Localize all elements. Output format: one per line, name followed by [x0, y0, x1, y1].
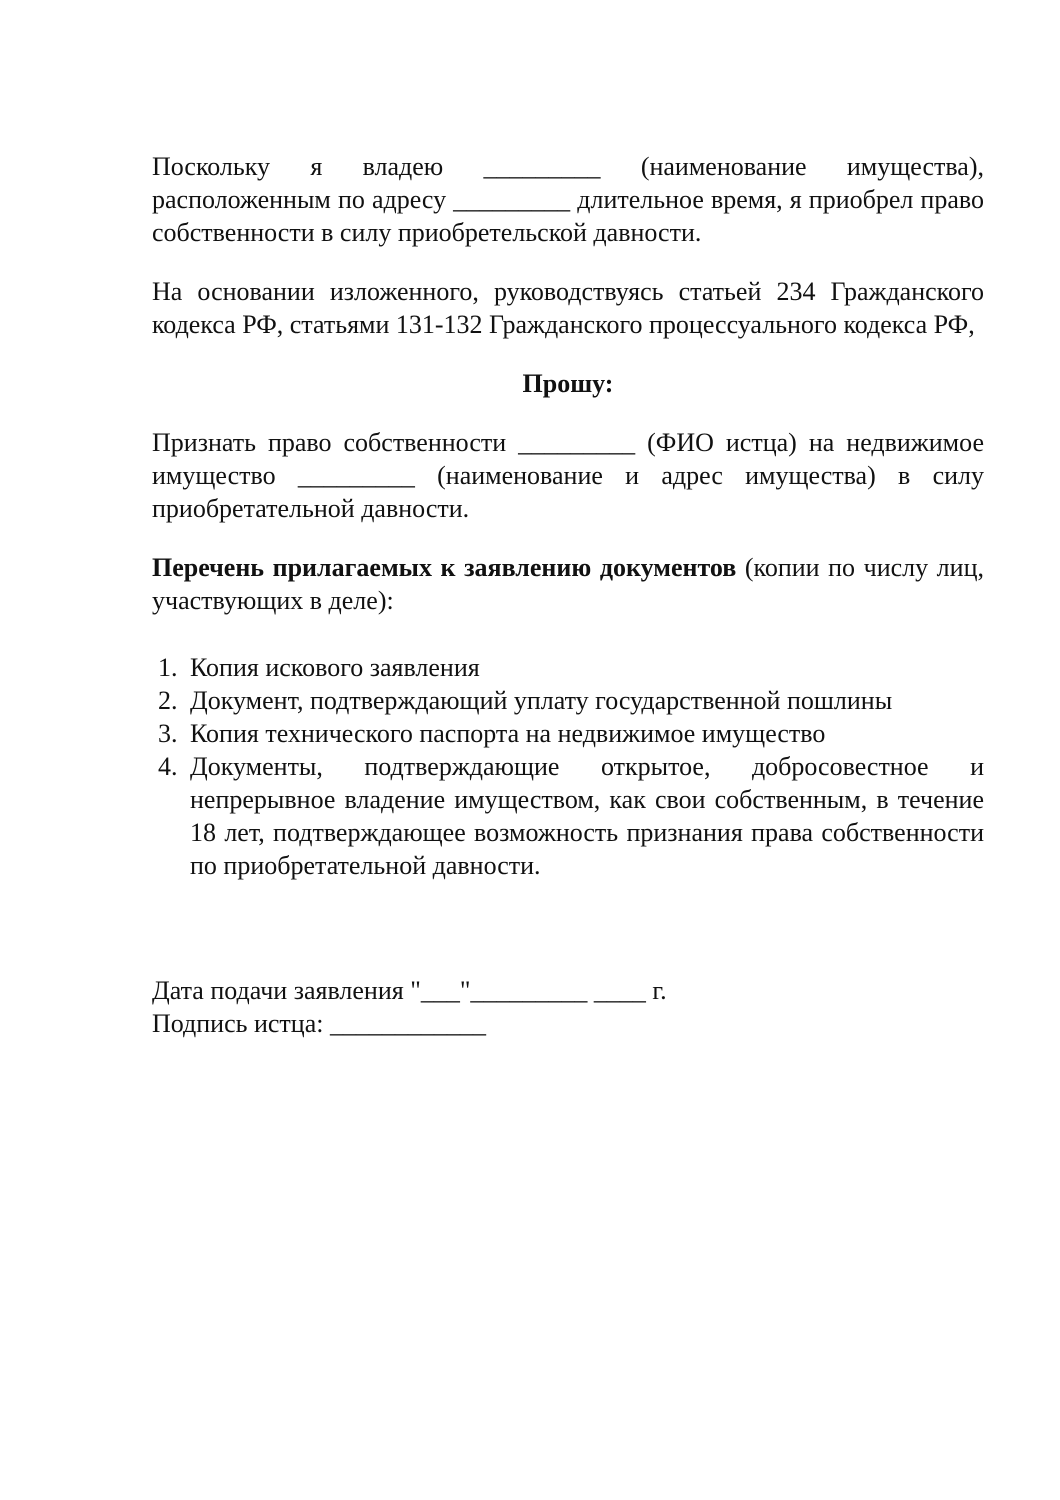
list-item-number: 2.	[158, 686, 178, 715]
ownership-paragraph: Поскольку я владею _________ (наименование имущества), расположенным по адресу _________ длительное время, я приобрел право собственности в силу приобретельской давности.	[152, 152, 984, 247]
list-item-text: Копия искового заявления	[190, 653, 480, 682]
attachments-intro	[152, 551, 984, 617]
document-page	[152, 150, 984, 1040]
list-item	[152, 750, 984, 882]
list-item	[152, 651, 984, 684]
list-item-text: Копия технического паспорта на недвижимое имущество	[190, 719, 826, 748]
attachments-title: Перечень прилагаемых к заявлению документов	[152, 553, 737, 582]
list-item-number: 3.	[158, 719, 178, 748]
list-item-number: 1.	[158, 653, 178, 682]
list-item	[152, 684, 984, 717]
request-heading: Прошу:	[522, 369, 614, 398]
legal-basis-paragraph: На основании изложенного, руководствуясь статьей 234 Гражданского кодекса РФ, статьями 131-132 Гражданского процессуального кодекса РФ,	[152, 277, 984, 339]
submission-date-line: Дата подачи заявления "___"_________ ____ г.	[152, 976, 667, 1005]
plaintiff-signature-line: Подпись истца: ____________	[152, 1009, 486, 1038]
attachments-list	[152, 651, 984, 882]
footer-block	[152, 974, 984, 1040]
attachments-note: (копии по числу лиц, участвующих в деле):	[152, 553, 984, 615]
list-item-text: Документ, подтверждающий уплату государственной пошлины	[190, 686, 893, 715]
request-paragraph: Признать право собственности _________ (ФИО истца) на недвижимое имущество _________ (наименование и адрес имущества) в силу приобретательной давности.	[152, 428, 984, 523]
list-item	[152, 717, 984, 750]
list-item-text: Документы, подтверждающие открытое, добросовестное и непрерывное владение имуществом, как свои собственным, в течение 18 лет, подтверждающее возможность признания права собственности по приобретательной давности.	[190, 752, 984, 880]
list-item-number: 4.	[158, 752, 178, 781]
